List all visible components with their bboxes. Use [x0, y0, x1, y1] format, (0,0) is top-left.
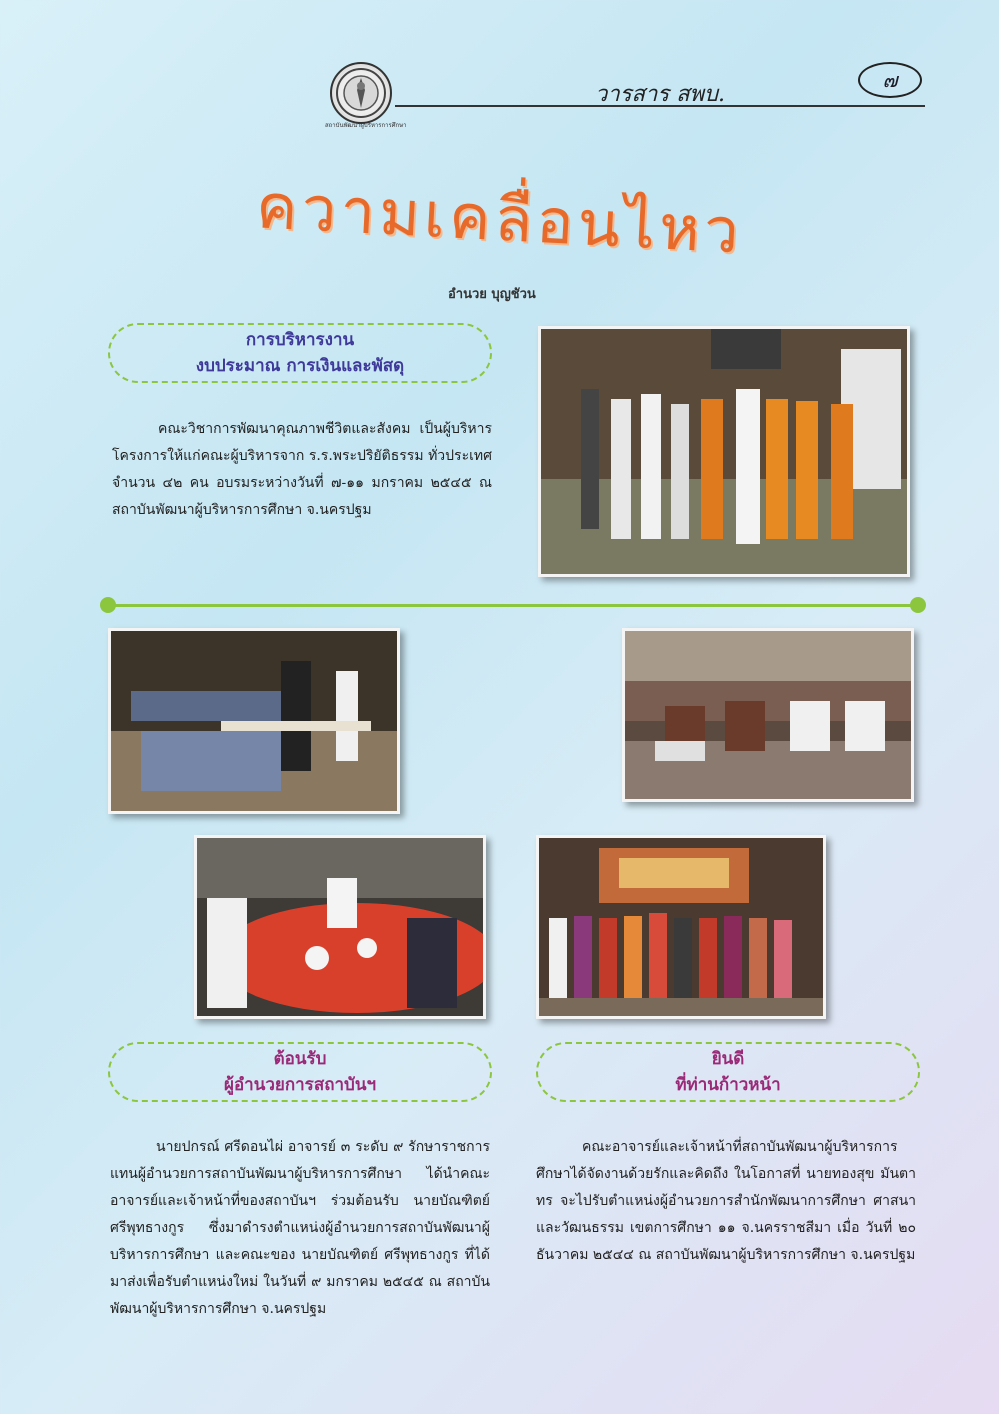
page-number: ๗ [858, 62, 922, 98]
section3-caption-line2: ที่ท่านก้าวหน้า [675, 1075, 781, 1095]
section1-caption-line2: งบประมาณ การเงินและพัสดุ [195, 356, 405, 376]
photo-seated-audience [622, 628, 914, 802]
institute-logo [330, 62, 392, 124]
article-title: ความเคลื่อนไหว [254, 169, 745, 268]
photo-group-women [536, 835, 826, 1019]
section1-body: คณะวิชาการพัฒนาคุณภาพชีวิตและสังคม เป็นผู้บริหารโครงการให้แก่คณะผู้บริหารจาก ร.ร.พระปริยัติธรรม ทั่วประเทศ จำนวน ๔๒ คน อบรมระหว่างวันที่ ๗-๑๑ มกราคม ๒๕๔๕ ณ สถาบันพัฒนาผู้บริหารการศึกษา จ.นครปฐม [112, 421, 492, 518]
section2-body: นายปกรณ์ ศรีดอนไผ่ อาจารย์ ๓ ระดับ ๙ รักษาราชการแทนผู้อำนวยการสถาบันพัฒนาผู้บริหารการศึกษา ได้นำคณะอาจารย์และเจ้าหน้าที่ของสถาบันฯ ร่วมต้อนรับ นายบัณฑิตย์ ศรีพุทธางกูร ซึ่งมาดำรงตำแหน่งผู้อำนวยการสถาบันพัฒนาผู้บริหารการศึกษา และคณะของ นายบัณฑิตย์ ศรีพุทธางกูร ที่ได้มาส่งเพื่อรับตำแหน่งใหม่ ในวันที่ ๙ มกราคม ๒๕๔๕ ณ สถาบันพัฒนาผู้บริหารการศึกษา จ.นครปฐม [110, 1139, 490, 1317]
journal-title: วารสาร สพบ. [595, 82, 726, 107]
article-author: อำนวย บุญชัวน [448, 287, 536, 302]
section3-caption [536, 1042, 920, 1102]
photo-meeting-table [108, 628, 400, 814]
section2-caption-line2: ผู้อำนวยการสถาบันฯ [224, 1075, 376, 1095]
section1-caption [108, 323, 492, 383]
section2-caption [108, 1042, 492, 1102]
section1-caption-line1: การบริหารงาน [245, 330, 355, 350]
section-divider [108, 604, 924, 607]
section2-caption-line1: ต้อนรับ [273, 1049, 327, 1069]
logo-caption: สถาบันพัฒนาผู้บริหารการศึกษา [325, 122, 407, 129]
seal-icon [332, 64, 390, 122]
divider-dot-left [100, 597, 116, 613]
section3-caption-line1: ยินดี [711, 1049, 745, 1069]
photo-monks-group [538, 326, 910, 577]
section3-body: คณะอาจารย์และเจ้าหน้าที่สถาบันพัฒนาผู้บริหารการศึกษาได้จัดงานด้วยรักและคิดถึง ในโอกาสที่ นายทองสุข มันตาทร จะไปรับตำแหน่งผู้อำนวยการสำนักพัฒนาการศึกษา ศาสนาและวัฒนธรรม เขตการศึกษา ๑๑ จ.นครราชสีมา เมื่อ วันที่ ๒๐ ธันวาคม ๒๕๔๔ ณ สถาบันพัฒนาผู้บริหารการศึกษา จ.นครปฐม [536, 1139, 916, 1263]
photo-dinner-table [194, 835, 486, 1019]
divider-dot-right [910, 597, 926, 613]
